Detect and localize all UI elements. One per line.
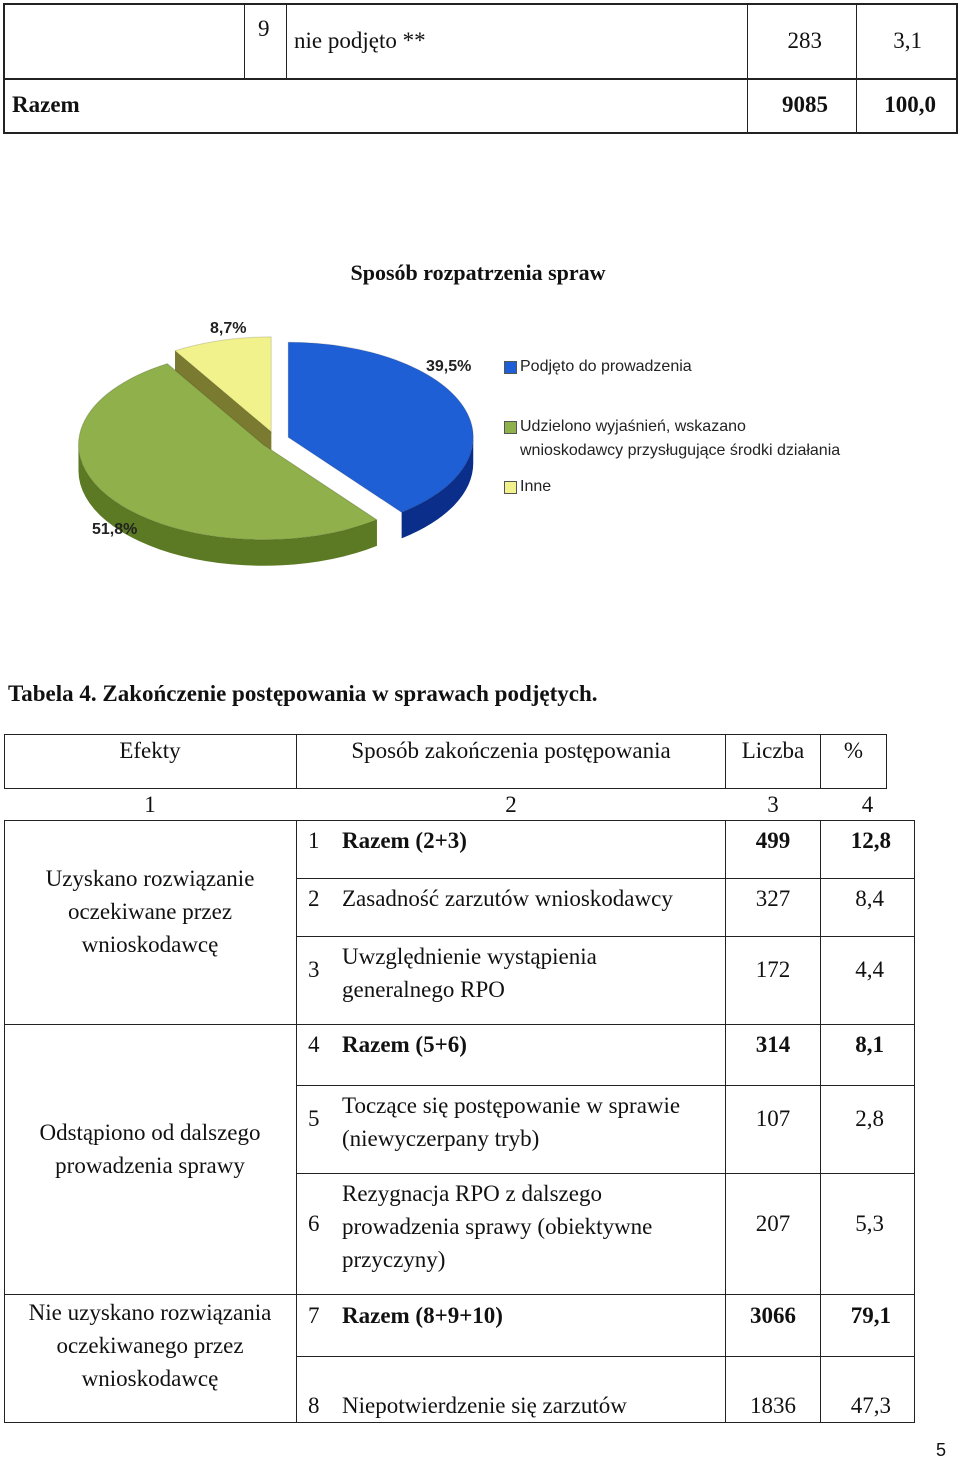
row-count: 172 [755, 957, 791, 982]
row-percent: 8,4 [855, 886, 884, 911]
total-count: 9085 [782, 92, 828, 117]
row-percent: 12,8 [850, 828, 891, 853]
page-number: 5 [936, 1440, 947, 1460]
row-count: 207 [755, 1211, 791, 1236]
pie-3d-group [78, 337, 473, 566]
row-number: 5 [308, 1106, 320, 1131]
legend-udzielono-line1: Udzielono wyjaśnień, wskazano [520, 418, 746, 435]
row-percent: 4,4 [855, 957, 884, 982]
row-label: Razem (8+9+10) [342, 1303, 503, 1328]
row-count: 499 [755, 828, 791, 853]
label-podjeto: 39,5% [426, 358, 472, 375]
effect-group-3: Nie uzyskano rozwiązania oczekiwanego przez wnioskodawcę [28, 1300, 272, 1391]
row-number: 6 [308, 1211, 320, 1236]
row-percent: 47,3 [850, 1393, 891, 1418]
row-label: Zasadność zarzutów wnioskodawcy [342, 886, 673, 911]
label-udzielono: 51,8% [92, 521, 138, 538]
row-label: Razem (5+6) [342, 1032, 467, 1057]
colnum-4: 4 [861, 792, 874, 817]
row-count: 327 [755, 886, 791, 911]
row-number: 1 [308, 828, 320, 853]
row-label: nie podjęto ** [294, 28, 426, 53]
table-caption: Tabela 4. Zakończenie postępowania w sprawach podjętych. [8, 681, 598, 706]
row-index: 9 [258, 16, 270, 41]
row-count: 314 [755, 1032, 791, 1057]
row-count: 107 [755, 1106, 791, 1131]
legend-swatch-podjeto [504, 361, 517, 374]
total-label: Razem [12, 92, 80, 117]
row-number: 8 [308, 1393, 320, 1418]
effect-group-1: Uzyskano rozwiązanie oczekiwane przez wnioskodawcę [45, 866, 255, 957]
effect-group-2: Odstąpiono od dalszego prowadzenia sprawy [39, 1120, 261, 1178]
row-count: 1836 [750, 1393, 796, 1418]
header-sposob: Sposób zakończenia postępowania [351, 738, 671, 763]
legend-udzielono-line2: wnioskodawcy przysługujące środki działania [520, 442, 841, 459]
colnum-1: 1 [144, 792, 156, 817]
legend-inne: Inne [520, 478, 552, 495]
row-number: 3 [308, 957, 320, 982]
header-liczba: Liczba [741, 738, 805, 763]
header-percent: % [843, 738, 864, 763]
row-label: Niepotwierdzenie się zarzutów [342, 1393, 627, 1418]
row-count: 283 [787, 28, 822, 53]
label-inne: 8,7% [210, 320, 247, 337]
row-percent: 79,1 [850, 1303, 891, 1328]
row-percent: 5,3 [855, 1211, 884, 1236]
row-label: Toczące się postępowanie w sprawie (niewyczerpany tryb) [342, 1093, 681, 1151]
total-percent: 100,0 [884, 92, 936, 117]
row-percent: 2,8 [855, 1106, 884, 1131]
row-percent: 8,1 [855, 1032, 884, 1057]
legend-swatch-inne [504, 481, 517, 494]
legend-swatch-udzielono [504, 421, 517, 434]
colnum-2: 2 [505, 792, 517, 817]
header-efekty: Efekty [119, 738, 181, 763]
row-label: Uwzględnienie wystąpienia generalnego RPO [342, 944, 597, 1002]
row-number: 7 [308, 1303, 320, 1328]
row-label: Razem (2+3) [342, 828, 467, 853]
row-percent: 3,1 [893, 28, 922, 53]
chart-title: Sposób rozpatrzenia spraw [350, 260, 606, 285]
row-label: Rezygnacja RPO z dalszego prowadzenia sprawy (obiektywne przyczyny) [342, 1181, 653, 1272]
row-number: 2 [308, 886, 320, 911]
legend-podjeto: Podjęto do prowadzenia [520, 358, 692, 375]
row-number: 4 [308, 1032, 320, 1057]
row-count: 3066 [750, 1303, 796, 1328]
colnum-3: 3 [767, 792, 779, 817]
